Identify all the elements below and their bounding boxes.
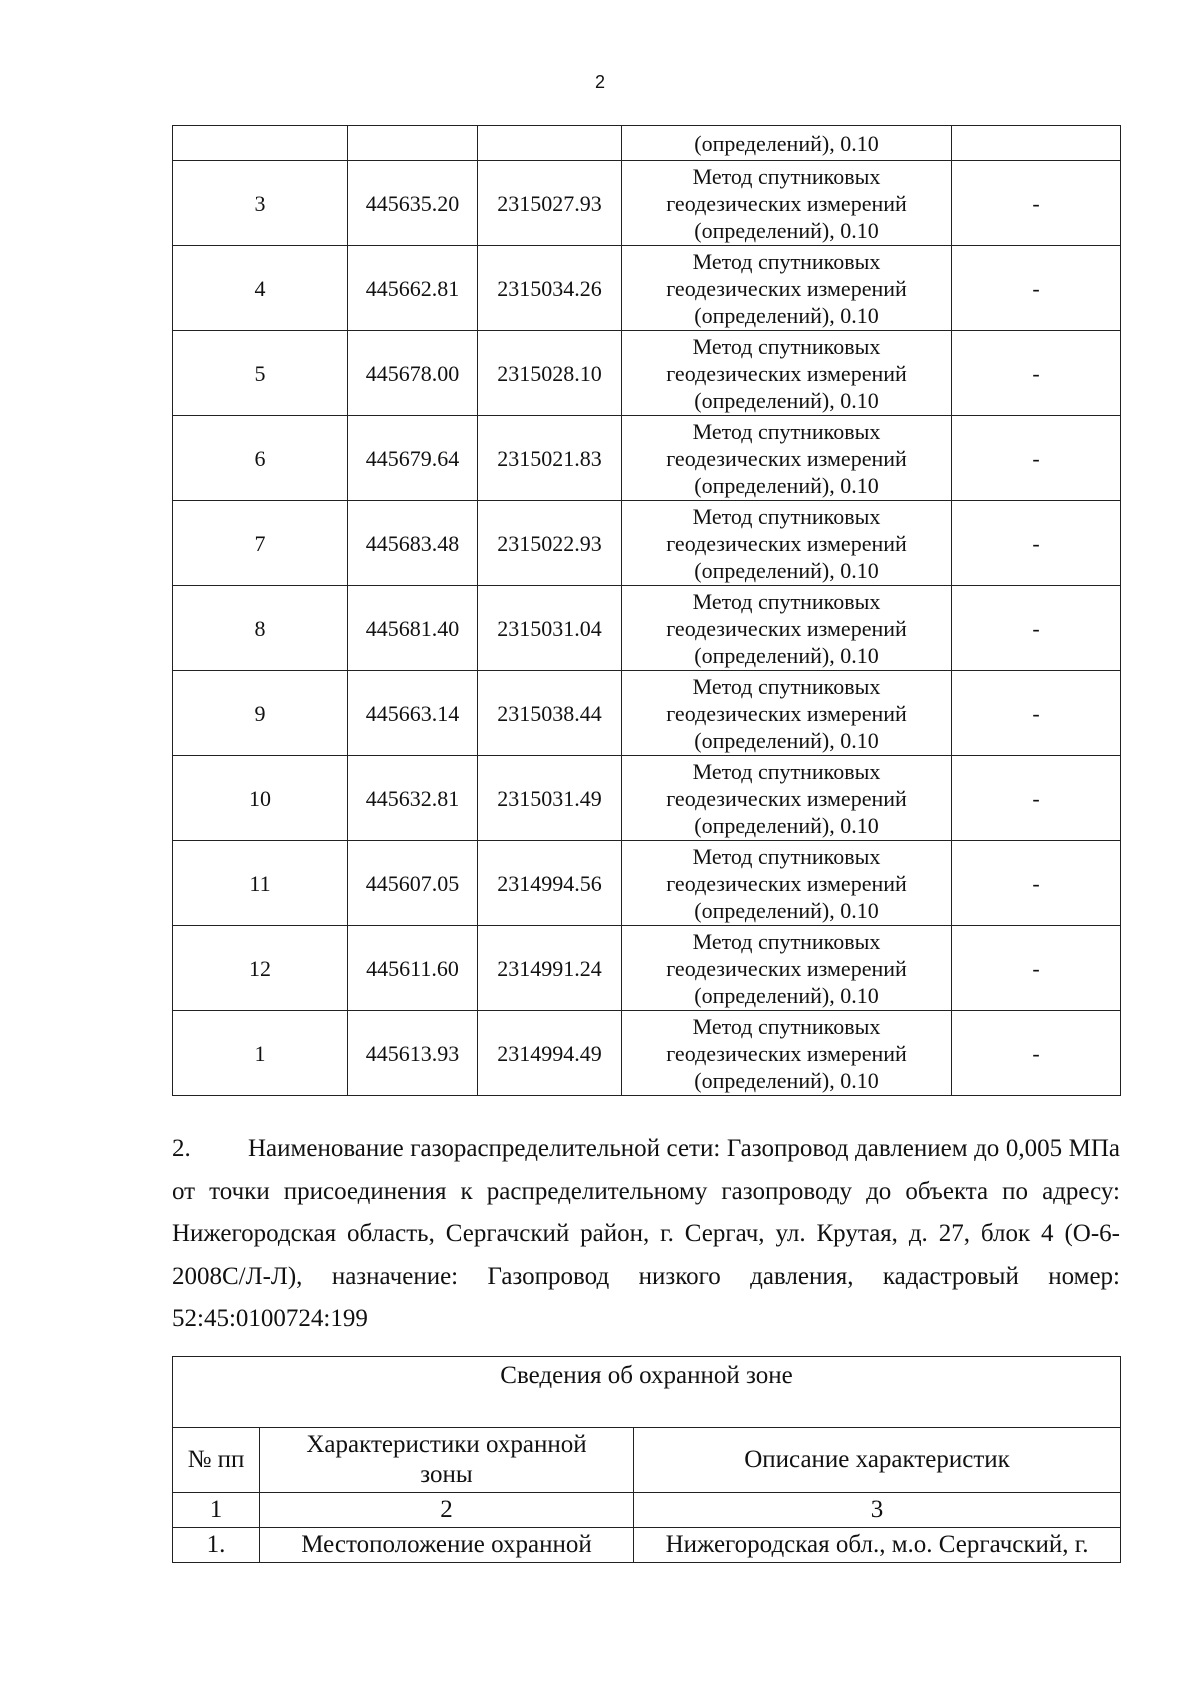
table-row (173, 161, 1121, 246)
point-number-cell (173, 126, 348, 161)
method-line: Метод спутниковых (692, 928, 881, 954)
method-cell (622, 926, 952, 1011)
x-coordinate-cell: 445679.64 (348, 416, 478, 501)
column-number: 1 (173, 1493, 260, 1528)
method-cell (622, 841, 952, 926)
table-row (173, 841, 1121, 926)
method-cell (622, 246, 952, 331)
note-cell: - (952, 841, 1121, 926)
protection-zone-table (172, 1356, 1121, 1563)
note-cell: - (952, 501, 1121, 586)
note-cell: - (952, 586, 1121, 671)
method-line: (определений), 0.10 (694, 897, 879, 923)
method-cell (622, 756, 952, 841)
header-number: № пп (173, 1428, 260, 1493)
method-line: (определений), 0.10 (694, 302, 879, 328)
point-number-cell: 8 (173, 586, 348, 671)
table-row (173, 1011, 1121, 1096)
header-characteristics (260, 1428, 634, 1493)
point-number-cell: 3 (173, 161, 348, 246)
method-cell (622, 331, 952, 416)
method-line: геодезических измерений (666, 615, 907, 641)
header-characteristics-line2: зоны (420, 1461, 473, 1488)
x-coordinate-cell: 445678.00 (348, 331, 478, 416)
note-cell: - (952, 331, 1121, 416)
x-coordinate-cell: 445635.20 (348, 161, 478, 246)
page-number: 2 (594, 72, 605, 92)
y-coordinate-cell (478, 126, 622, 161)
y-coordinate-cell: 2315038.44 (478, 671, 622, 756)
zone-table-header-row (173, 1428, 1121, 1493)
section-text: Наименование газораспределительной сети: Газопровод давлением до 0,005 МПа от точки присоединения к распределительному газопроводу до объекта по адресу: Нижегородская область, Сергачский район, г. Сергач, ул. Крутая, д. 27, блок 4 (О-6-2008С/Л-Л), назначение: Газопровод низкого давления, кадастровый номер: 52:45:0100724:199 (172, 1135, 1120, 1332)
method-line: геодезических измерений (666, 190, 907, 216)
coordinates-table (172, 125, 1121, 1096)
row-number: 1. (173, 1528, 260, 1563)
point-number-cell: 10 (173, 756, 348, 841)
method-line: Метод спутниковых (692, 333, 881, 359)
x-coordinate-cell (348, 126, 478, 161)
x-coordinate-cell: 445683.48 (348, 501, 478, 586)
y-coordinate-cell: 2315021.83 (478, 416, 622, 501)
method-line: геодезических измерений (666, 445, 907, 471)
method-line: Метод спутниковых (692, 673, 881, 699)
method-line: Метод спутниковых (692, 843, 881, 869)
note-cell (952, 126, 1121, 161)
method-line: геодезических измерений (666, 360, 907, 386)
y-coordinate-cell: 2315031.49 (478, 756, 622, 841)
table-row (173, 331, 1121, 416)
zone-table-title: Сведения об охранной зоне (173, 1357, 1121, 1428)
method-line: геодезических измерений (666, 955, 907, 981)
method-line: (определений), 0.10 (694, 557, 879, 583)
method-line: Метод спутниковых (692, 418, 881, 444)
method-cell (622, 1011, 952, 1096)
section-number: 2. (172, 1135, 191, 1162)
y-coordinate-cell: 2315028.10 (478, 331, 622, 416)
table-row (173, 756, 1121, 841)
method-line: Метод спутниковых (692, 758, 881, 784)
method-line: Метод спутниковых (692, 1013, 881, 1039)
y-coordinate-cell: 2315022.93 (478, 501, 622, 586)
method-line: геодезических измерений (666, 870, 907, 896)
row-description: Нижегородская обл., м.о. Сергачский, г. (634, 1528, 1121, 1563)
x-coordinate-cell: 445607.05 (348, 841, 478, 926)
point-number-cell: 4 (173, 246, 348, 331)
method-line: (определений), 0.10 (694, 812, 879, 838)
method-cell (622, 586, 952, 671)
x-coordinate-cell: 445611.60 (348, 926, 478, 1011)
point-number-cell: 1 (173, 1011, 348, 1096)
method-line: геодезических измерений (666, 785, 907, 811)
x-coordinate-cell: 445613.93 (348, 1011, 478, 1096)
point-number-cell: 11 (173, 841, 348, 926)
x-coordinate-cell: 445632.81 (348, 756, 478, 841)
method-line: (определений), 0.10 (694, 727, 879, 753)
note-cell: - (952, 416, 1121, 501)
method-line: Метод спутниковых (692, 588, 881, 614)
note-cell: - (952, 161, 1121, 246)
method-cell (622, 161, 952, 246)
x-coordinate-cell: 445662.81 (348, 246, 478, 331)
table-row-continuation (173, 126, 1121, 161)
header-characteristics-line1: Характеристики охранной (306, 1431, 587, 1458)
x-coordinate-cell: 445663.14 (348, 671, 478, 756)
y-coordinate-cell: 2314994.49 (478, 1011, 622, 1096)
method-line: геодезических измерений (666, 1040, 907, 1066)
table-row (173, 926, 1121, 1011)
y-coordinate-cell: 2314991.24 (478, 926, 622, 1011)
x-coordinate-cell: 445681.40 (348, 586, 478, 671)
y-coordinate-cell: 2315034.26 (478, 246, 622, 331)
table-row (173, 501, 1121, 586)
note-cell: - (952, 1011, 1121, 1096)
method-cell (622, 416, 952, 501)
method-line: (определений), 0.10 (694, 217, 879, 243)
method-cell (622, 501, 952, 586)
table-row (173, 586, 1121, 671)
y-coordinate-cell: 2315031.04 (478, 586, 622, 671)
y-coordinate-cell: 2315027.93 (478, 161, 622, 246)
point-number-cell: 6 (173, 416, 348, 501)
point-number-cell: 7 (173, 501, 348, 586)
table-row (173, 416, 1121, 501)
point-number-cell: 9 (173, 671, 348, 756)
method-line: геодезических измерений (666, 530, 907, 556)
method-line: Метод спутниковых (692, 503, 881, 529)
zone-table-title-row (173, 1357, 1121, 1428)
method-line: геодезических измерений (666, 275, 907, 301)
method-line: (определений), 0.10 (694, 982, 879, 1008)
point-number-cell: 12 (173, 926, 348, 1011)
table-row (173, 246, 1121, 331)
method-line: (определений), 0.10 (694, 387, 879, 413)
header-description: Описание характеристик (634, 1428, 1121, 1493)
section-2-paragraph (172, 1128, 1120, 1341)
row-characteristic: Местоположение охранной (260, 1528, 634, 1563)
method-line: (определений), 0.10 (694, 642, 879, 668)
method-line: (определений), 0.10 (694, 472, 879, 498)
method-cell: (определений), 0.10 (622, 126, 952, 161)
method-line: Метод спутниковых (692, 248, 881, 274)
column-number: 3 (634, 1493, 1121, 1528)
table-row (173, 671, 1121, 756)
y-coordinate-cell: 2314994.56 (478, 841, 622, 926)
note-cell: - (952, 246, 1121, 331)
method-cell (622, 671, 952, 756)
note-cell: - (952, 926, 1121, 1011)
column-number: 2 (260, 1493, 634, 1528)
method-line: геодезических измерений (666, 700, 907, 726)
note-cell: - (952, 671, 1121, 756)
note-cell: - (952, 756, 1121, 841)
method-line: (определений), 0.10 (694, 1067, 879, 1093)
zone-table-column-numbers (173, 1493, 1121, 1528)
table-row (173, 1528, 1121, 1563)
point-number-cell: 5 (173, 331, 348, 416)
method-line: Метод спутниковых (692, 163, 881, 189)
